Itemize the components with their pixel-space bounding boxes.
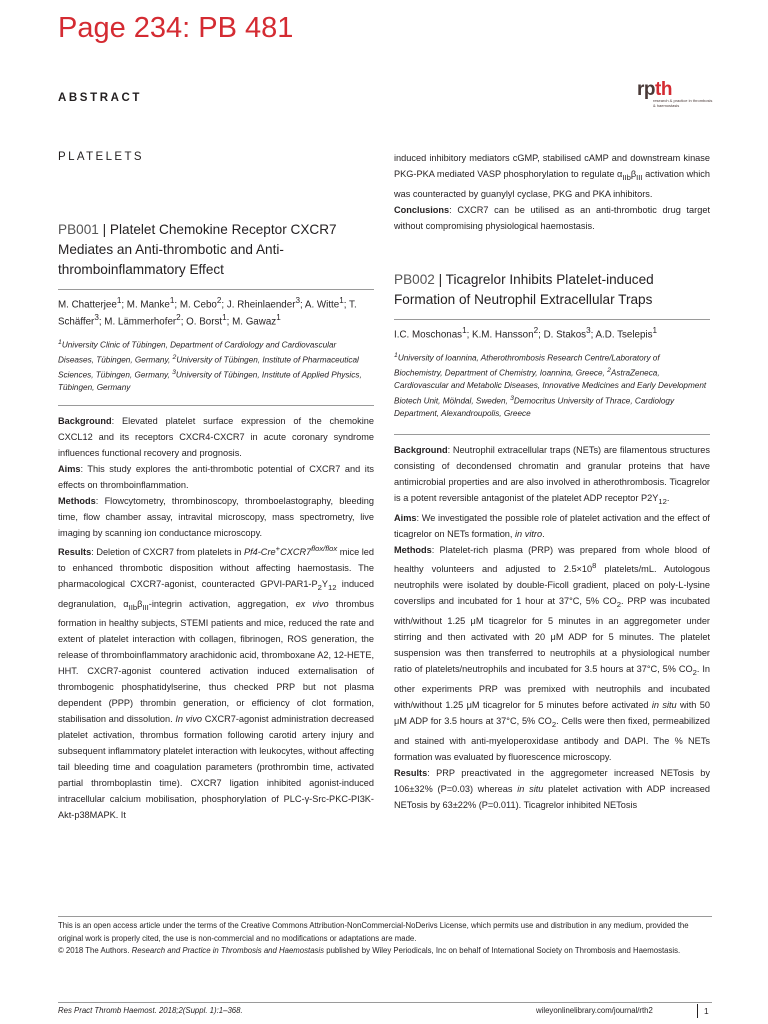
journal-citation: Res Pract Thromb Haemost. 2018;2(Suppl. 1):1–368.	[58, 1006, 243, 1015]
pb002-paragraph: Background: Neutrophil extracellular traps (NETs) are filamentous structures consisting of decondensed chromatin and granular proteins that have antimicrobial properties and are also involved in atherothrombosis. Ticagrelor is a potent reversible antagonist of the platelet ADP receptor $P2Y_{12}$.	[394, 445, 710, 507]
footer-license	[58, 920, 712, 958]
pb001-continued-paragraph: induced inhibitory mediators cGMP, stabilised cAMP and downstream kinase PKG-PKA mediated VASP phosphorylation to regulate $\alpha_{IIb}\beta_{III}$ activation which was counteracted by guanylyl cyclase, PKG and PKA inhibitors.	[394, 153, 710, 199]
pb002-code: PB002	[394, 271, 435, 287]
pb001-paragraph: Aims: This study explores the anti-thrombotic potential of CXCR7 and its effects on thromboinflammation.	[58, 463, 374, 490]
pb002-title-text: Ticagrelor Inhibits Platelet-induced Formation of Neutrophil Extracellular Traps	[394, 271, 654, 307]
pb001-title: PB001 | Platelet Chemokine Receptor CXCR7 Mediates an Anti-thrombotic and Anti-thromboinflammatory Effect	[58, 222, 337, 277]
pb001-paragraph: Results: Deletion of CXCR7 from platelets in $Pf4-Cre^+CXCR7^{flox/flox}$ mice led to enhanced thrombotic disposition without affecting haemostasis. The pharmacological CXCR7-agonist, counteracted GPVI-$PAR1-P_2Y_{12}$ induced degranulation, $\alpha_{IIb}\beta_{III}$-integrin activation, aggregation, ex vivo thrombus formation in healthy subjects, STEMI patients and mice, reduced the rate and extent of platelet interaction with collagen, fibrinogen, ROS generation, the release of thromboinflammatory arachidonic acid, thromboxane A2, 12-HETE, HHT. CXCR7-agonist countered activation induced externalisation of thrombogenic phosphatidylserine, thus checked PRP but not plasma dependent (PPP) thrombin generation, or efficiency of clot formation, stabilisation and dissolution. In vivo CXCR7-agonist administration decreased platelet activation, thrombus formation following carotid artery injury and subsequent inflammatory platelet interaction with leukocytes, without affecting tail bleeding time and coagulation parameters (prothrombin time, activated partial thromboplastin time). CXCR7 ligation inhibited agonist-induced intracellular calcium mobilisation, phosphorylation of PLC-γ-Src-PKC-PI3K-Akt-p38MAPK. It	[58, 543, 374, 821]
pb002-body	[394, 434, 710, 812]
copyright-text: © 2018 The Authors. Research and Practice in Thrombosis and Haemostasis published by Wiley Periodicals, Inc on behalf of International Society on Thrombosis and Haemostasis.	[58, 946, 681, 955]
footer-separator	[697, 1004, 698, 1018]
pb001-paragraph: Background: Elevated platelet surface expression of the chemokine CXCL12 and its receptors CXCR4-CXCR7 in acute coronary syndrome influences functional recovery and prognosis.	[58, 415, 374, 458]
footer-rule	[58, 916, 712, 917]
logo-tagline: research & practice in thrombosis & haemostasis	[653, 98, 713, 108]
page-number: 1	[704, 1006, 709, 1016]
pb001-conclusions: Conclusions: CXCR7 can be utilised as an anti-thrombotic drug target without compromising physiological haemostasis.	[394, 204, 710, 231]
pb001-authors: M. Chatterjee$^1$; M. Manke$^1$; M. Cebo$^2$; J. Rheinlaender$^3$; A. Witte$^1$; T. Schäffer$^3$; M. Lämmerhofer$^2$; O. Borst$^1$; M. Gawaz$^1$	[58, 289, 374, 329]
license-text: This is an open access article under the terms of the Creative Commons Attribution-NonCommercial-NoDerivs License, which permits use and distribution in any medium, provided the original work is properly cited, the use is non-commercial and no modifications or adaptations are made.	[58, 921, 689, 943]
logo-word-accent: th	[655, 79, 672, 100]
pb001-body	[58, 405, 374, 824]
pb002-paragraph: Aims: We investigated the possible role of platelet activation and the effect of ticagrelor on NETs formation, in vitro.	[394, 513, 710, 540]
page-banner: Page 234: PB 481	[58, 12, 294, 44]
journal-url[interactable]: wileyonlinelibrary.com/journal/rth2	[536, 1006, 653, 1015]
rpth-logo	[637, 80, 712, 112]
logo-word-main: rp	[637, 79, 655, 100]
left-column	[58, 150, 374, 823]
pb002-paragraph: Methods: Platelet-rich plasma (PRP) was prepared from whole blood of healthy volunteers and adjusted to $2.5\times 10^8$ platelets/mL. Autologous neutrophils were isolated by double-Ficoll gradient, placed on poly-L-lysine coverslips and incubated for 1 hour at 37°C, 5% $CO_2$. PRP was incubated with/without 1.25 μM ticagrelor for 5 minutes in an aggregometer under stirring and then activated with 20 μM ADP for 5 minutes. The platelet suspension was then transferred to neutrophils at a physiological number ratio of platelets/neutrophils and incubated for 3.5 hours at 37°C, 5% $CO_2$. In other experiments PRP was premixed with neutrophils and incubated with/without 1.25 μM ticagrelor for 5 minutes before activated in situ with 50 μM ADP for 3.5 hours at 37°C, 5% $CO_2$. Cells were then fixed, permeabilized and stained with anti-myeloperoxidase antibody and DAPI. The % NETs formation was evaluated by fluorescence microscopy.	[394, 545, 710, 762]
pb001-affiliations: $^1$University Clinic of Tübingen, Department of Cardiology and Cardiovascular Diseases, Tübingen, Germany, $^2$University of Tübingen, Institute of Pharmaceutical Sciences, Tübingen, Germany, $^3$University of Tübingen, Institute of Applied Physics, Tübingen, Germany	[58, 338, 362, 393]
pb001-code: PB001	[58, 222, 99, 237]
pb002-authors: I.C. Moschonas$^1$; K.M. Hansson$^2$; D. Stakos$^3$; A.D. Tselepis$^1$	[394, 319, 710, 342]
pb002-paragraph: Results: PRP preactivated in the aggregometer increased NETosis by 106±32% (P=0.03) whereas in situ platelet activation with ADP increased NETosis by 63±22% (P=0.011). Ticagrelor inhibited NETosis	[394, 767, 710, 810]
footer-rule-bottom	[58, 1002, 712, 1003]
pb001-paragraph: Methods: Flowcytometry, thrombinoscopy, thromboelastography, bleeding time, flow chamber assay, intravital microscopy, mass spectrometry, live imaging by scanning ion conductance microscopy.	[58, 495, 374, 538]
pb002-affiliations: $^1$University of Ioannina, Atherothrombosis Research Centre/Laboratory of Biochemistry, Department of Chemistry, Ioannina, Greece, $^2$AstraZeneca, Cardiovascular and Metabolic Diseases, Innovative Medicines and Early Development Biotech Unit, Mölndal, Sweden, $^3$Democritus University of Thrace, Cardiology Department, Alexandroupolis, Greece	[394, 351, 707, 418]
pb002-title: PB002 | Ticagrelor Inhibits Platelet-induced Formation of Neutrophil Extracellular Traps	[394, 271, 654, 307]
right-column	[394, 150, 710, 813]
subsection-label: PLATELETS	[58, 151, 144, 163]
section-label: ABSTRACT	[58, 92, 143, 104]
pb001-title-text: Platelet Chemokine Receptor CXCR7 Mediates an Anti-thrombotic and Anti-thromboinflammatory Effect	[58, 222, 337, 277]
